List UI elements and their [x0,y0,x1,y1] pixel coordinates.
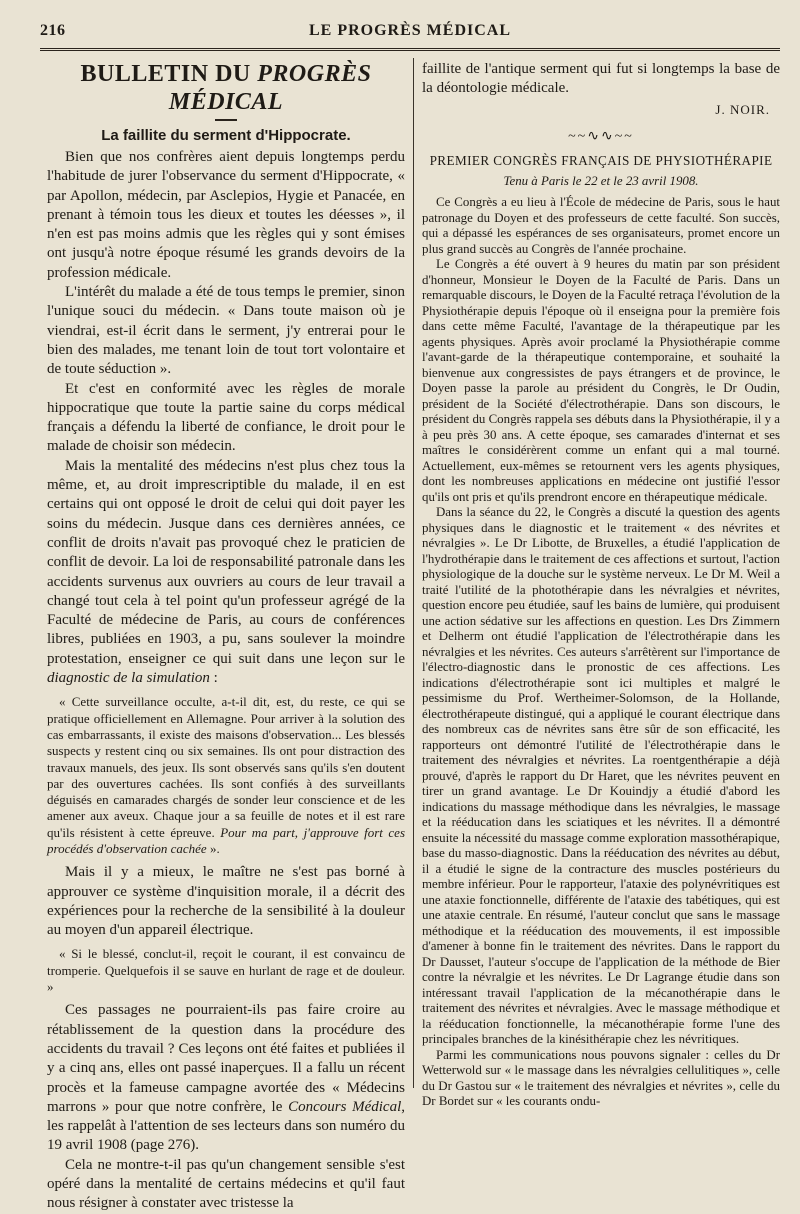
header-rule [40,48,780,51]
paragraph: Le Congrès a été ouvert à 9 heures du matin par son président d'honneur, Monsieur le Doyen de la Faculté de Paris. Dans un remarquable discours, le Doyen de la Faculté retraça l'évolution de la Physiothérapie depuis l'époque où il enseigna pour la première fois dans cette même Faculté, l'avantage de la thérapeutique par les agents physiques. Après avoir proclamé la Physiothérapie comme l'avant-garde de la thérapeutique contemporaine, et souhaité la bienvenue aux congressistes de pays étrangers et de province, le Doyen passe la parole au président du Congrès, le Dr Oudin, président de la Société d'électrothérapie. Dans son discours, le président du Congrès rappela ses débuts dans la Physiothérapie, il y a à peu près 30 ans. A cette époque, ses camarades d'internat et ses maîtres le considérèrent comme un enfant qui a mal tourné. Actuellement, eux-mêmes se retournent vers les agents physiques, dont les nombreuses applications en médecine ont justifié l'essor qu'ils ont pris et qu'ils prendront encore en thérapeutique médicale. [422,257,780,504]
section-title: BULLETIN DU PROGRÈS MÉDICAL [80,61,372,115]
congress-title: PREMIER CONGRÈS FRANÇAIS DE PHYSIOTHÉRAPIE [429,153,773,168]
congress-subtitle: Tenu à Paris le 22 et le 23 avril 1908. [503,174,699,188]
paragraph: Ce Congrès a eu lieu à l'École de médecine de Paris, sous le haut patronage du Doyen et des professeurs de cette faculté. Son succès, qui a dépassé les espérances de ses organisateurs, promet encore un plus grand succès au Congrès de l'année prochaine. [422,195,780,256]
paragraph: Cela ne montre-t-il pas qu'un changement sensible s'est opéré dans la mentalité de certains médecins et qu'il faut nous résigner à constater avec tristesse la [47,1156,405,1212]
signature: J. NOIR. [715,102,770,117]
paragraph: Mais il y a mieux, le maître ne s'est pas borné à approuver ce système d'inquisition morale, il a décrit des expériences pour la recherche de la sensibilité à la douleur au moyen d'un appareil électrique. [47,864,405,939]
paragraph: Parmi les communications nous pouvons signaler : celles du Dr Wetterwold sur « le massage dans les névralgies cellulitiques », celle du Dr Gastou sur « le traitement des névralgies et névrites », celle du Dr Bordet sur « les courants ondu- [422,1047,780,1108]
paragraph: Ces passages ne pourraient-ils pas faire croire au rétablissement de la question dans la procédure des accidents du travail ? Ces leçons ont été faites et publiées il y a cinq ans, elles ont passé inaperçues. Il a fallu un récent procès et la fameuse campagne avortée des « Médecins marrons » pour que notre confrère, le Concours Médical, les rappelât à l'attention de ses lecteurs dans son numéro du 19 avril 1908 (page 276). [47,1002,405,1154]
right-column [422,60,780,1110]
paragraph: L'intérêt du malade a été de tous temps le premier, sinon l'unique souci du médecin. « Dans toute maison où je viendrai, est-il écrit dans le serment, j'y entrerai pour le bien des malades, me tenant loin de tout tort volontaire et de toute séduction ». [47,284,405,378]
paragraph: Bien que nos confrères aient depuis longtemps perdu l'habitude de jurer l'observance du serment d'Hippocrate, « par Apollon, médecin, par Asclepios, Hygie et Panacée, en prenant à témoin tous les dieux et toutes les déesses », il n'en est pas moins admis que les règles qui y sont émises ont jusqu'à notre époque résumé les grands devoirs de la profession médicale. [47,149,405,281]
article-body [47,148,405,688]
section-title-italic: PROGRÈS MÉDICAL [168,61,372,115]
congress-body [422,195,780,1110]
left-column [47,60,405,1214]
block-quote [47,694,405,857]
column-divider [413,58,414,1088]
quote-paragraph: « Si le blessé, conclut-il, reçoit le courant, il est convaincu de tromperie. Quelquefois il se sauve en hurlant de rage et de douleur. » [47,946,405,995]
article-title: La faillite du serment d'Hippocrate. [101,127,351,144]
block-quote [47,946,405,995]
page-header [40,22,780,44]
page-number: 216 [40,22,66,39]
section-dash [215,119,237,121]
quote-paragraph: « Cette surveillance occulte, a-t-il dit, est, du reste, ce qui se pratique officiellement en Allemagne. Pour arriver à la solution des cas embarrassants, il existe des maisons d'observation... Les blessés suspects y restent cinq ou six semaines. Ils ont pour distraction des travaux manuels, des jeux. Ils sont observés sans qu'ils s'en doutent par des ouvertures cachées. Ils sont confiés à des surveillants déguisés en camarades chargés de sonder leur conscience et de les amener aux aveux. Chaque jour a sa feuille de notes et il est rare qu'ils résistent à cette épreuve. Pour ma part, j'approuve fort ces procédés d'observation cachée ». [47,694,405,856]
paragraph: Mais la mentalité des médecins n'est plus chez tous la même, et, au droit imprescriptible du malade, il en est certains qui ont opposé le droit de celui qui doit payer les soins du médecin. Jusque dans ces dernières années, ce conflit de droits n'avait pas provoqué chez le praticien de conflit de devoir. La loi de responsabilité patronale dans les accidents survenus aux ouvriers au cours de leur travail a changé tout cela à tel point qu'un professeur agrégé de la Faculté de médecine de Paris, au cours de conférences libres, publiées en 1903, a pu, sans soulever la moindre protestation, enseigner ce qui suit dans une leçon sur le diagnostic de la simulation : [47,457,405,687]
journal-title: LE PROGRÈS MÉDICAL [308,22,512,39]
paragraph: Dans la séance du 22, le Congrès a discuté la question des agents physiques dans le diagnostic et le traitement « des névrites et névralgies ». Le Dr Libotte, de Bruxelles, a étudié l'application de l'hydrothérapie dans le traitement de ces affections et surtout, l'action physiologique de la douche sur le système nerveux. Le Dr M. Weil a traité l'utilité de la photothérapie dans les névralgies et névrites, question encore peu étudiée, sauf les bains de lumière, qui produisent une action sédative sur les affections en question. Les Drs Zimmern et Delherm ont étudié l'application de l'électrothérapie dans les névralgies et les névrites. Ces auteurs s'arrêtèrent sur l'importance de l'électro-diagnostic dans le pronostic de ces affections. Les indications d'électrothérapie sont ici multiples et malgré le pessimisme du Prof. Wertheimer-Solomson, de la Hollande, électrothérapeute distingué, qui a appliqué le courant électrique dans des nombreux cas de névrites sans être sûr de son efficacité, les rapporteurs ont démontré l'utilité de l'électrothérapie dans le traitement des névralgies et névrites. La roentgenthérapie a déjà prouvé, d'après le rapport du Dr Haret, que les névrites peuvent en tirer un grand avantage. Le Dr Kouindjy a étudié d'abord les indications du massage méthodique dans les névralgies, le massage et la rééducation dans les sciatiques et les névrites. Il a démontré ensuite la nécessité du massage comme exploration massothérapique, base du masso-diagnostic. Dans la rééducation des névrites au début, il a étudié le signe de la contracture des muscles postérieurs du membre inférieur. Pour le rapporteur, l'ataxie des polynévritiques est une ataxie fonctionnelle, différente de l'ataxie des tabétiques, qui est une ataxie centrale. En résumé, l'auteur conclut que sans le massage méthodique et la rééducation des mouvements, il est impossible d'amener à bonne fin le traitement des névrites. Dans le rapport du Dr Dausset, l'auteur s'occupe de l'application de la méthode de Bier contre la névralgie et les névrites. Le Dr Lagrange étudie dans son intéressant travail l'application de la mécanothérapie dans le traitement des névrites et névralgies. Avec le massage méthodique et la rééducation fonctionnelle, la mécanothérapie forme l'une des principales branches de la kinésithérapie chez les névritiques. [422,505,780,1046]
paragraph: Et c'est en conformité avec les règles de morale hippocratique que toute la partie saine du corps médical français a défendu la liberté de confiance, le droit pour le malade de choisir son médecin. [47,380,405,455]
flourish-divider: ~~∿∿~~ [568,129,634,144]
paragraph: faillite de l'antique serment qui fut si longtemps la base de la déontologie médicale. [422,61,780,96]
